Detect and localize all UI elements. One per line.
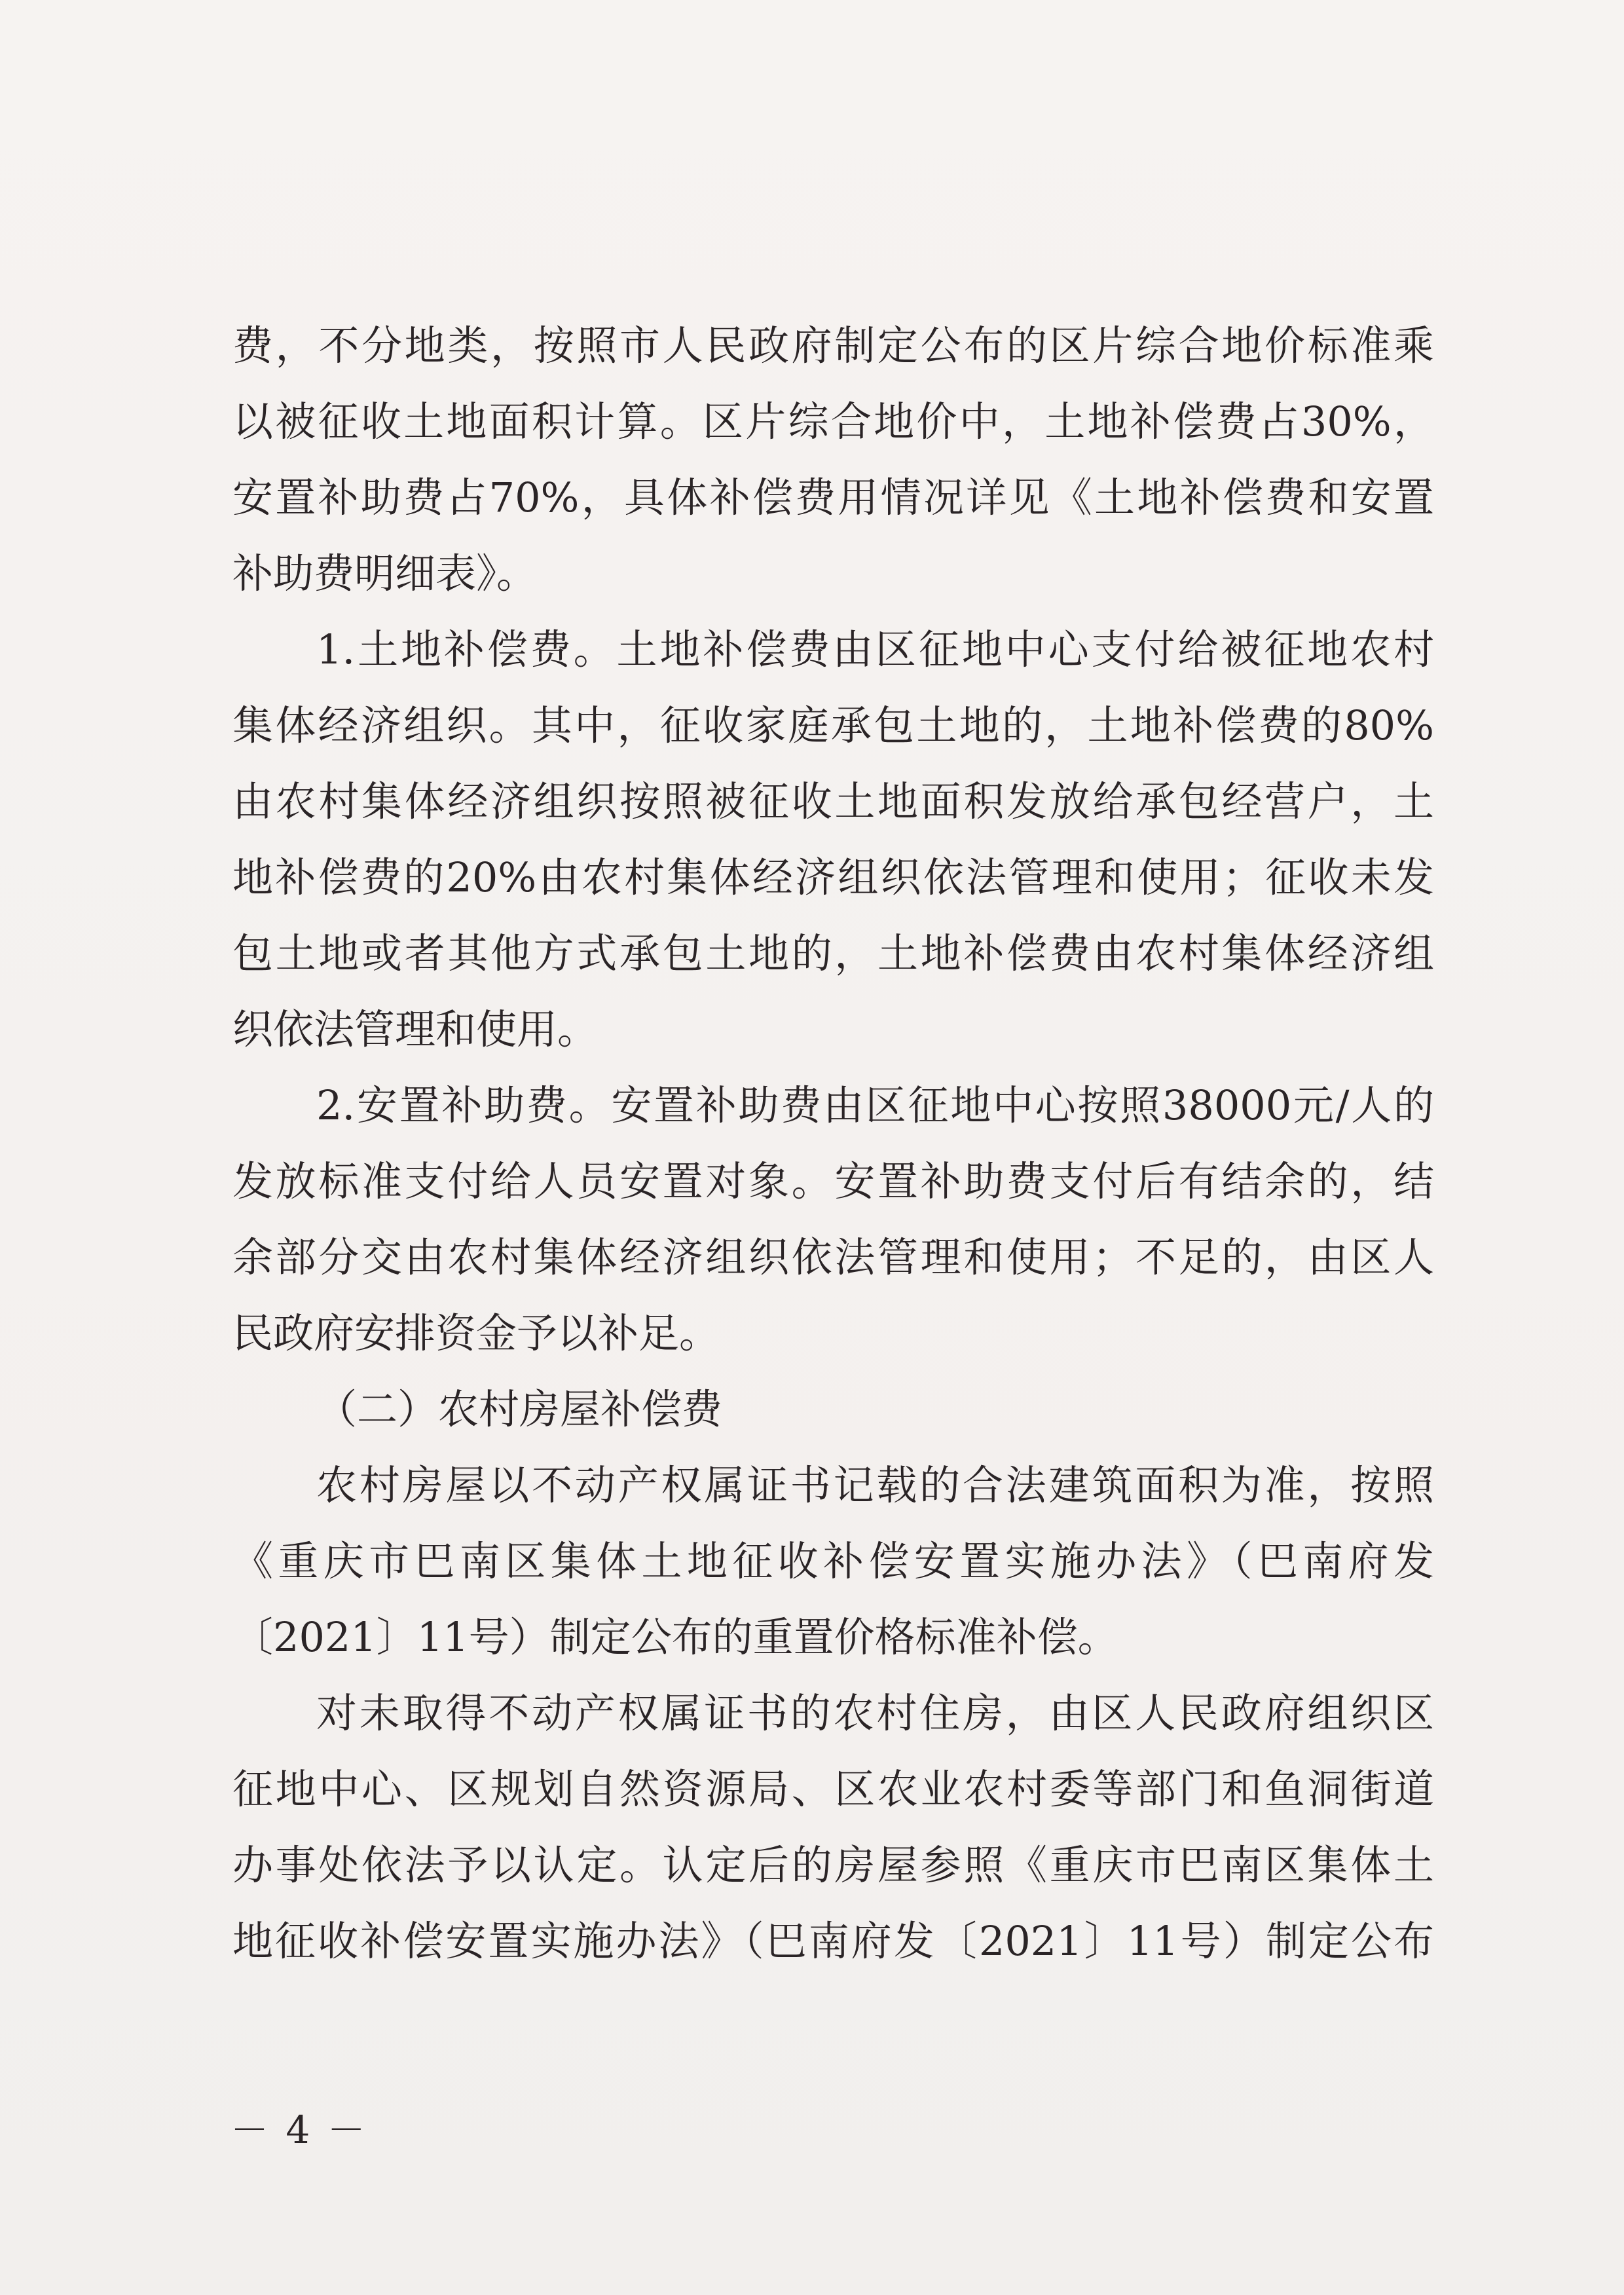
text-line: 发放标准支付给人员安置对象。安置补助费支付后有结余的，结 [232, 1157, 1434, 1205]
text-line: 办事处依法予以认定。认定后的房屋参照《重庆市巴南区集体土 [232, 1841, 1434, 1889]
section-heading: （二）农村房屋补偿费 [316, 1385, 723, 1433]
text-line: 余部分交由农村集体经济组织依法管理和使用；不足的，由区人 [232, 1233, 1434, 1281]
text-line: 征地中心、区规划自然资源局、区农业农村委等部门和鱼洞街道 [232, 1765, 1434, 1813]
text-line: 集体经济组织。其中，征收家庭承包土地的，土地补偿费的80% [232, 701, 1434, 749]
page-number: － 4 － [231, 2108, 368, 2152]
text-line: 〔2021〕11号）制定公布的重置价格标准补偿。 [232, 1613, 1118, 1661]
text-line: 补助费明细表》。 [232, 550, 538, 597]
text-line: 织依法管理和使用。 [232, 1005, 599, 1053]
text-line: 民政府安排资金予以补足。 [232, 1309, 720, 1357]
body-text [232, 308, 1434, 1979]
text-line: 地征收补偿安置实施办法》（巴南府发〔2021〕11号）制定公布 [232, 1917, 1434, 1965]
text-line: 农村房屋以不动产权属证书记载的合法建筑面积为准，按照 [316, 1461, 1434, 1509]
text-line: 以被征收土地面积计算。区片综合地价中，土地补偿费占30%， [232, 398, 1434, 445]
text-line: 费，不分地类，按照市人民政府制定公布的区片综合地价标准乘 [232, 322, 1434, 369]
text-line: 包土地或者其他方式承包土地的，土地补偿费由农村集体经济组 [232, 929, 1434, 977]
text-line: 2.安置补助费。安置补助费由区征地中心按照38000元/人的 [316, 1081, 1434, 1129]
text-line: 《重庆市巴南区集体土地征收补偿安置实施办法》（巴南府发 [232, 1537, 1434, 1585]
text-line: 安置补助费占70%，具体补偿费用情况详见《土地补偿费和安置 [232, 474, 1434, 521]
text-line: 地补偿费的20%由农村集体经济组织依法管理和使用；征收未发 [232, 853, 1434, 901]
text-line: 1.土地补偿费。土地补偿费由区征地中心支付给被征地农村 [316, 625, 1434, 673]
text-line: 对未取得不动产权属证书的农村住房，由区人民政府组织区 [316, 1689, 1434, 1737]
text-line: 由农村集体经济组织按照被征收土地面积发放给承包经营户，土 [232, 777, 1434, 825]
